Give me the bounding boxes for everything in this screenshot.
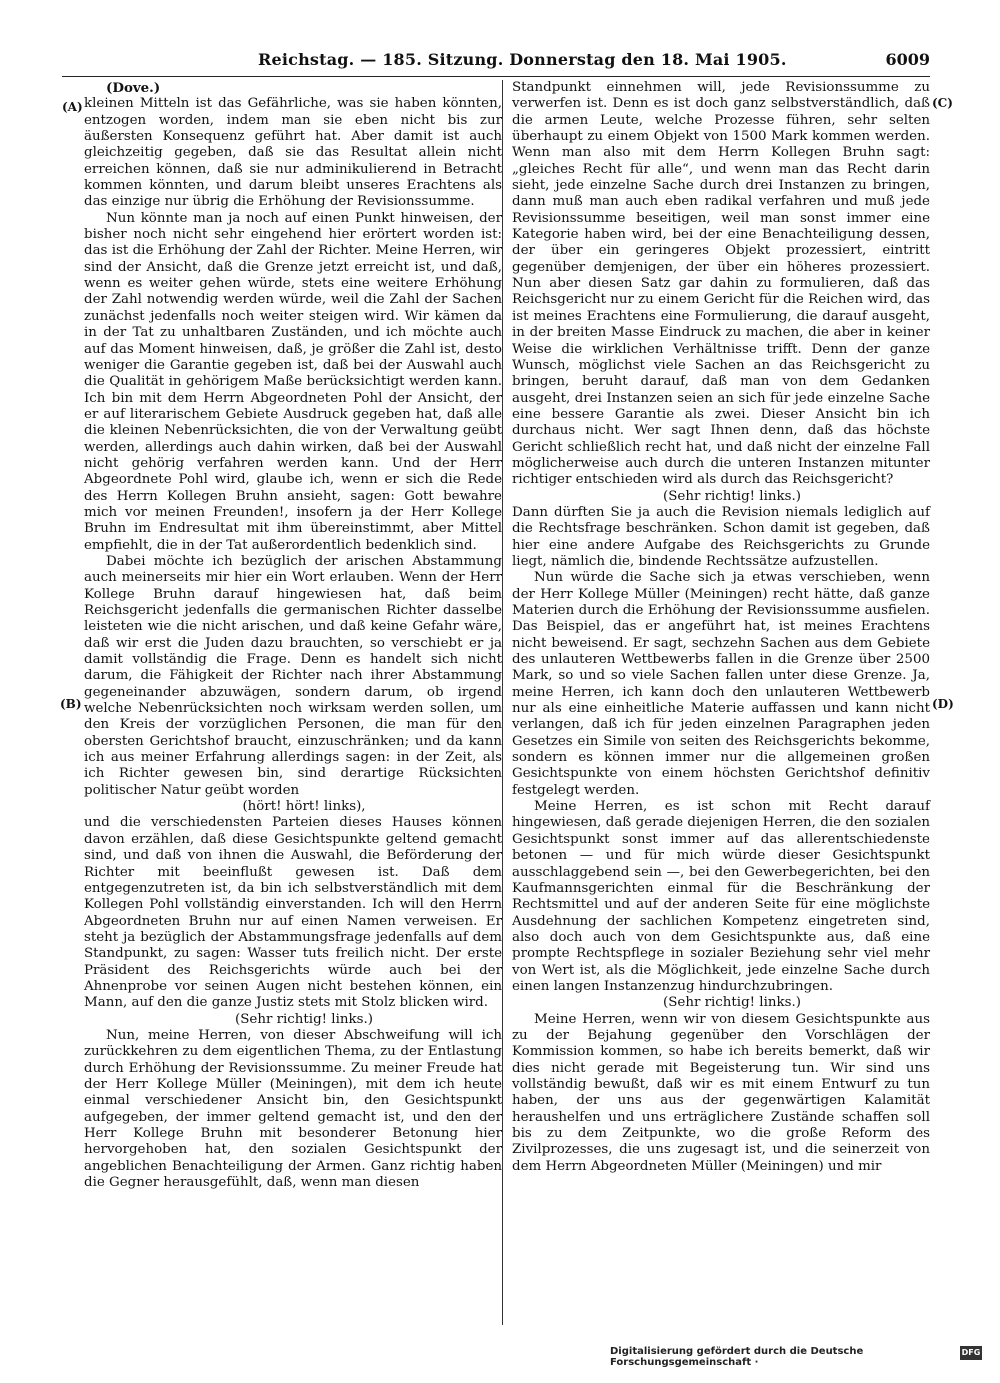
- digitization-footer: [610, 1346, 990, 1368]
- column-divider: [502, 80, 503, 1325]
- dfg-logo-icon: DFG: [960, 1346, 982, 1360]
- margin-marker-b: (B): [60, 697, 82, 711]
- left-column: [84, 80, 502, 1191]
- paragraph: Nun würde die Sache sich ja etwas verschieben, wenn der Herr Kollege Müller (Meiningen) recht hätte, daß ganze Materien durch die Erhöhung der Revisionssumme ausfielen. Das Beispiel, das er angeführt hat, ist meines Erachtens nicht beweisend. Er sagt, sechzehn Sachen aus dem Gebiete des unlauteren Wettbewerbs fallen in die Grenze über 2500 Mark, so und so viele Sachen fallen unter diese Grenze. Ja, meine Herren, ich kann doch den unlauteren Wettbewerb nur als eine einheitliche Materie auffassen und kann nicht verlangen, daß ich für jeden einzelnen Paragraphen jeden Gesetzes ein Simile von seiten des Reichsgerichts bekomme, sondern es können immer nur die allgemeinen großen Gesichtspunkte von einem höchsten Gerichtshof definitiv festgelegt werden.: [512, 570, 930, 798]
- page-number: 6009: [885, 50, 930, 69]
- header-rule: [62, 76, 930, 77]
- page-header: [62, 48, 930, 74]
- margin-marker-a: (A): [62, 100, 83, 114]
- margin-marker-d: (D): [932, 697, 954, 711]
- paragraph: Meine Herren, es ist schon mit Recht darauf hingewiesen, daß gerade diejenigen Herren, die den sozialen Gesichtspunkt sonst immer auf das allerentschiedenste betonen — und für mich würde dieser Gesichtspunkt ausschlaggebend sein —, bei den Gewerbegerichten, bei den Kaufmannsgerichten einmal für die Beschränkung der Rechtsmittel und auf der anderen Seite für eine möglichste Ausdehnung der sachlichen Kompetenz eingetreten sind, also doch auch von dem Gesichtspunkte aus, daß eine prompte Rechtspflege in sozialer Beziehung sehr viel mehr von Wert ist, als die Möglichkeit, jede einzelne Sache durch einen langen Instanzenzug hindurchzubringen.: [512, 799, 930, 994]
- margin-marker-c: (C): [932, 96, 953, 110]
- running-title: Reichstag. — 185. Sitzung. Donnerstag den 18. Mai 1905.: [258, 50, 787, 69]
- footer-text: Digitalisierung gefördert durch die Deutsche Forschungsgemeinschaft ·: [610, 1346, 864, 1368]
- paragraph: und die verschiedensten Parteien dieses Hauses können davon erzählen, daß diese Gesichtspunkte geltend gemacht sind, und daß von ihnen die Auswahl, die Beförderung der Richter mit beeinflußt gewesen ist. Daß dem entgegenzutreten ist, da bin ich selbstverständlich mit dem Kollegen Pohl vollständig einverstanden. Ich will den Herrn Abgeordneten Bruhn nur auf einen Namen verweisen. Er steht ja bezüglich der Abstammungsfrage jedenfalls auf dem Standpunkt, zu sagen: Wasser tuts freilich nicht. Der erste Präsident des Reichsgerichts würde auch bei der Ahnenprobe vor seinen Augen nicht bestehen können, ein Mann, auf den die ganze Justiz stets mit Stolz blicken wird.: [84, 815, 502, 1011]
- paragraph: Meine Herren, wenn wir von diesem Gesichtspunkte aus zu der Bejahung gegenüber den Vorschlägen der Kommission kommen, so habe ich bereits bemerkt, daß wir dies nicht gerade mit Begeisterung tun. Wir sind uns vollständig bewußt, daß wir es mit einem Entwurf zu tun haben, der uns aus der gegenwärtigen Kalamität heraushelfen und uns erträglichere Zustände schaffen soll bis zu dem Zeitpunkte, wo die große Reform des Zivilprozesses, die uns zugesagt ist, und die seinerzeit von dem Herrn Abgeordneten Müller (Meiningen) und mir: [512, 1011, 930, 1174]
- speaker-name: (Dove.): [106, 80, 161, 96]
- interjection: (Sehr richtig! links.): [663, 488, 801, 504]
- paragraph: Nun, meine Herren, von dieser Abschweifung will ich zurückkehren zu dem eigentlichen Thema, zu der Entlastung durch Erhöhung der Revisionssumme. Zu meiner Freude hat der Herr Kollege Müller (Meiningen), mit dem ich heute einmal verschiedener Ansicht bin, den Gesichtspunkt aufgegeben, der immer geltend gemacht ist, und den der Herr Kollege Bruhn mit besonderer Betonung hier hervorgehoben hat, den sozialen Gesichtspunkt der angeblichen Benachteiligung der Armen. Ganz richtig haben die Gegner herausgefühlt, daß, wenn man diesen: [84, 1027, 502, 1191]
- interjection: (Sehr richtig! links.): [663, 995, 801, 1011]
- paragraph: Standpunkt einnehmen will, jede Revisionssumme zu verwerfen ist. Denn es ist doch ganz selbstverständlich, daß die armen Leute, welche Prozesse führen, sehr selten überhaupt zu einem Objekt von 1500 Mark kommen werden. Wenn man also mit dem Herrn Kollegen Bruhn sagt: „gleiches Recht für alle“, und wenn man das Recht darin sieht, jede einzelne Sache durch drei Instanzen zu bringen, dann muß man auch eben radikal verfahren und muß jede Revisionssumme beseitigen, weil man sonst immer eine Kategorie haben wird, bei der eine Benachteiligung dessen, der über ein geringeres Objekt prozessiert, eintritt gegenüber demjenigen, der über ein höheres prozessiert. Nun aber diesen Satz gar dahin zu formulieren, daß das Reichsgericht nur zu einem Gericht für die Reichen wird, das ist meines Erachtens eine Formulierung, die darauf ausgeht, in der breiten Masse Eindruck zu machen, die aber in keiner Weise die wirklichen Verhältnisse trifft. Denn der ganze Wunsch, möglichst viele Sachen an das Reichsgericht zu bringen, beruht darauf, daß man von dem Gedanken ausgeht, drei Instanzen seien an sich für jede einzelne Sache eine bessere Garantie als zwei. Dieser Ansicht bin ich durchaus nicht. Wer sagt Ihnen denn, daß das höchste Gericht schließlich recht hat, und daß nicht der einzelne Fall möglicherweise auch durch die unteren Instanzen mitunter richtiger entschieden wird als durch das Reichsgericht?: [512, 80, 930, 488]
- paragraph: Dann dürften Sie ja auch die Revision niemals lediglich auf die Rechtsfrage beschränken. Schon damit ist gegeben, daß hier eine andere Aufgabe des Reichsgerichts zu Grunde liegt, nämlich die, bindende Rechtssätze aufzustellen.: [512, 504, 930, 569]
- paragraph: kleinen Mitteln ist das Gefährliche, was sie haben könnten, entzogen worden, indem man sie eben nicht bis zur äußersten Konsequenz geführt hat. Aber damit ist auch gleichzeitig gegeben, daß sie das Resultat allein nicht erreichen können, daß sie nur adminikulierend in Betracht kommen könnten, und darum bleibt unseres Erachtens als das einzige nur übrig die Erhöhung der Revisionssumme.: [84, 96, 502, 210]
- interjection: (Sehr richtig! links.): [235, 1011, 373, 1027]
- right-column: [512, 80, 930, 1175]
- paragraph: Nun könnte man ja noch auf einen Punkt hinweisen, der bisher noch nicht sehr eingehend hier erörtert worden ist: das ist die Erhöhung der Zahl der Richter. Meine Herren, wir sind der Ansicht, daß die Grenze jetzt erreicht ist, und daß, wenn es weiter gehen würde, stets eine weitere Erhöhung der Zahl notwendig werden würde, weil die Zahl der Sachen zunächst jedenfalls noch weiter steigen wird. Wir kämen da in der Tat zu unhaltbaren Zuständen, und ich möchte auch auf das Moment hinweisen, daß, je größer die Zahl ist, desto weniger die Garantie gegeben ist, daß bei der Auswahl auch die Qualität in gehörigem Maße berücksichtigt werden kann. Ich bin mit dem Herrn Abgeordneten Pohl der Ansicht, der er auf literarischem Gebiete Ausdruck gegeben hat, daß alle die kleinen Nebenrücksichten, die von der Verwaltung geübt werden, allerdings auch dahin wirken, daß bei der Auswahl nicht gehörig verfahren werden kann. Und der Herr Abgeordnete Pohl wird, glaube ich, wenn er sich die Rede des Herrn Kollegen Bruhn ansieht, sagen: Gott bewahre mich vor meinen Freunden!, insofern ja der Herr Kollege Bruhn im Endresultat mit ihm übereinstimmt, aber Mittel empfiehlt, die in der Tat außerordentlich bedenklich sind.: [84, 210, 502, 553]
- paragraph: Dabei möchte ich bezüglich der arischen Abstammung auch meinerseits mir hier ein Wort erlauben. Wenn der Herr Kollege Bruhn darauf hingewiesen hat, daß beim Reichsgericht jedenfalls die germanischen Richter dasselbe leisteten wie die nicht arischen, und daß keine Gefahr wäre, daß wir erst die Juden dazu brauchten, so verschiebt er ja damit vollständig die Frage. Denn es handelt sich nicht darum, die Fähigkeit der Richter nach ihrer Abstammung gegeneinander abzuwägen, sondern darum, ob irgend welche Nebenrücksichten noch wirksam werden sollen, um den Kreis der vorzüglichen Personen, die man für den obersten Gerichtshof braucht, einzuschränken; und da kann ich aus meiner Erfahrung allerdings sagen: in der Zeit, als ich Richter gewesen bin, sind derartige Rücksichten politischer Natur geübt worden: [84, 553, 502, 798]
- interjection: (hört! hört! links),: [242, 799, 366, 815]
